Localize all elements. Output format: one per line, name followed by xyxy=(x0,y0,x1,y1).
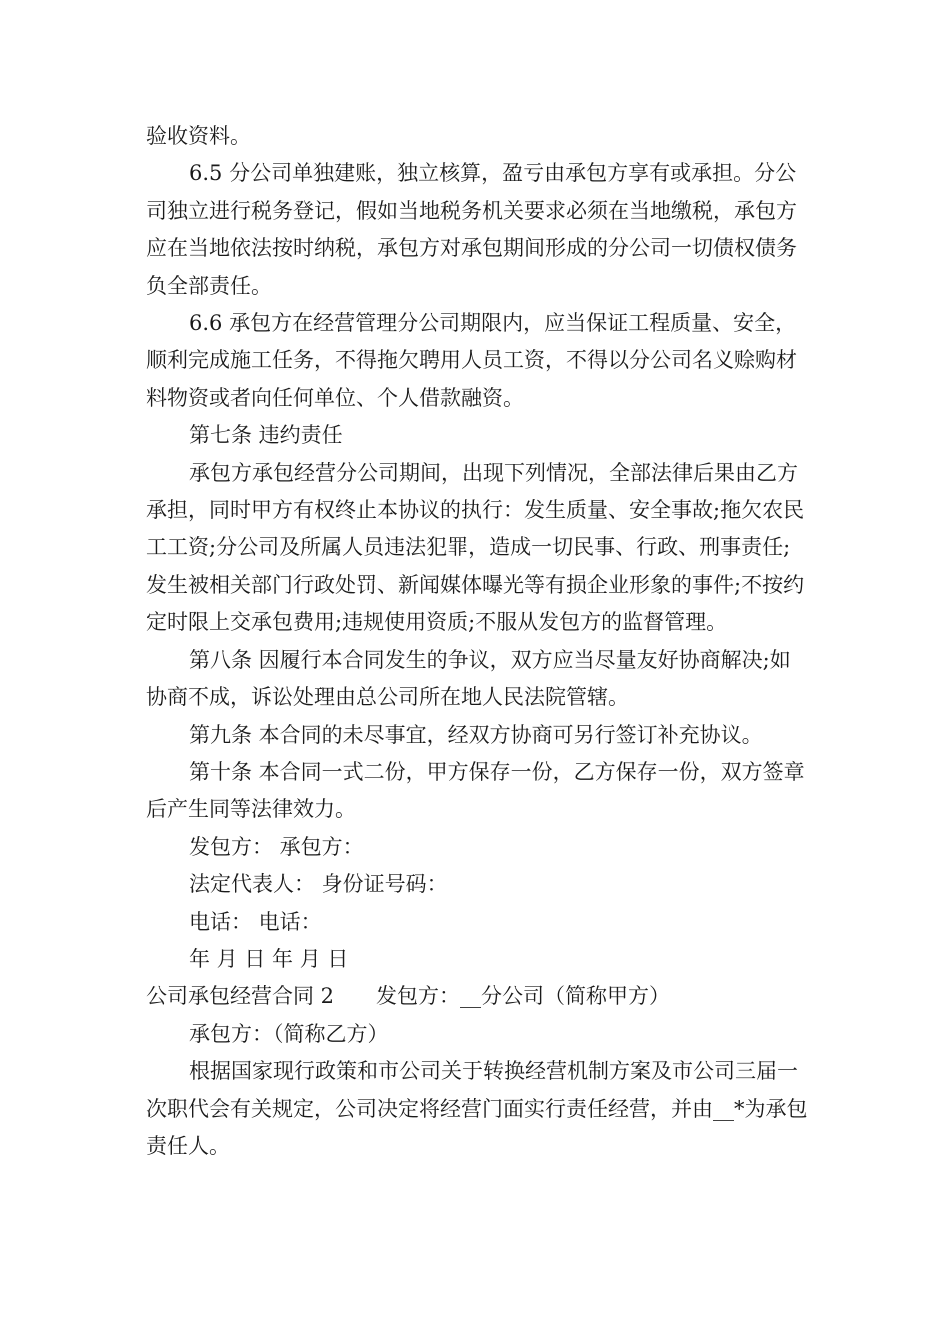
clause-6-6: 6.6 承包方在经营管理分公司期限内，应当保证工程质量、安全，顺利完成施工任务，不得拖欠聘用人员工资，不得以分公司名义赊购材料物资或者向任何单位、个人借款融资。 xyxy=(146,311,797,410)
article-8: 第八条 因履行本合同发生的争议，双方应当尽量友好协商解决;如协商不成，诉讼处理由总公司所在地人民法院管辖。 xyxy=(146,647,791,710)
paragraph-fragment: 验收资料。 xyxy=(146,124,251,148)
signature-phone-line: 电话： 电话： xyxy=(189,909,322,934)
contractor-line: 承包方：（简称乙方） xyxy=(189,1021,389,1046)
signature-date-line: 年 月 日 年 月 日 xyxy=(189,946,349,971)
contract-2-preamble: 根据国家现行政策和市公司关于转换经营机制方案及市公司三届一次职代会有关规定，公司决定将经营门面实行责任经营，并由__*为承包责任人。 xyxy=(146,1059,808,1158)
signature-parties-line: 发包方： 承包方： xyxy=(189,834,364,859)
article-7-heading: 第七条 违约责任 xyxy=(189,423,343,448)
signature-representative-line: 法定代表人： 身份证号码： xyxy=(189,872,448,897)
article-9: 第九条 本合同的未尽事宜，经双方协商可另行签订补充协议。 xyxy=(189,722,763,747)
article-7-body: 承包方承包经营分公司期间，出现下列情况，全部法律后果由乙方承担，同时甲方有权终止本协议的执行：发生质量、安全事故;拖欠农民工工资;分公司及所属人员违法犯罪，造成一切民事、行政、刑事责任;发生被相关部门行政处罚、新闻媒体曝光等有损企业形象的事件;不按约定时限上交承包费用;违规使用资质;不服从发包方的监督管理。 xyxy=(146,460,805,635)
article-10: 第十条 本合同一式二份，甲方保存一份，乙方保存一份，双方签章后产生同等法律效力。 xyxy=(146,759,805,822)
document-page xyxy=(146,118,810,1165)
contract-2-title-line: 公司承包经营合同 2 发包方：__分公司（简称甲方） xyxy=(146,984,671,1009)
clause-6-5: 6.5 分公司单独建账，独立核算，盈亏由承包方享有或承担。分公司独立进行税务登记，假如当地税务机关要求必须在当地缴税，承包方应在当地依法按时纳税，承包方对承包期间形成的分公司一切债权债务负全部责任。 xyxy=(146,161,797,298)
